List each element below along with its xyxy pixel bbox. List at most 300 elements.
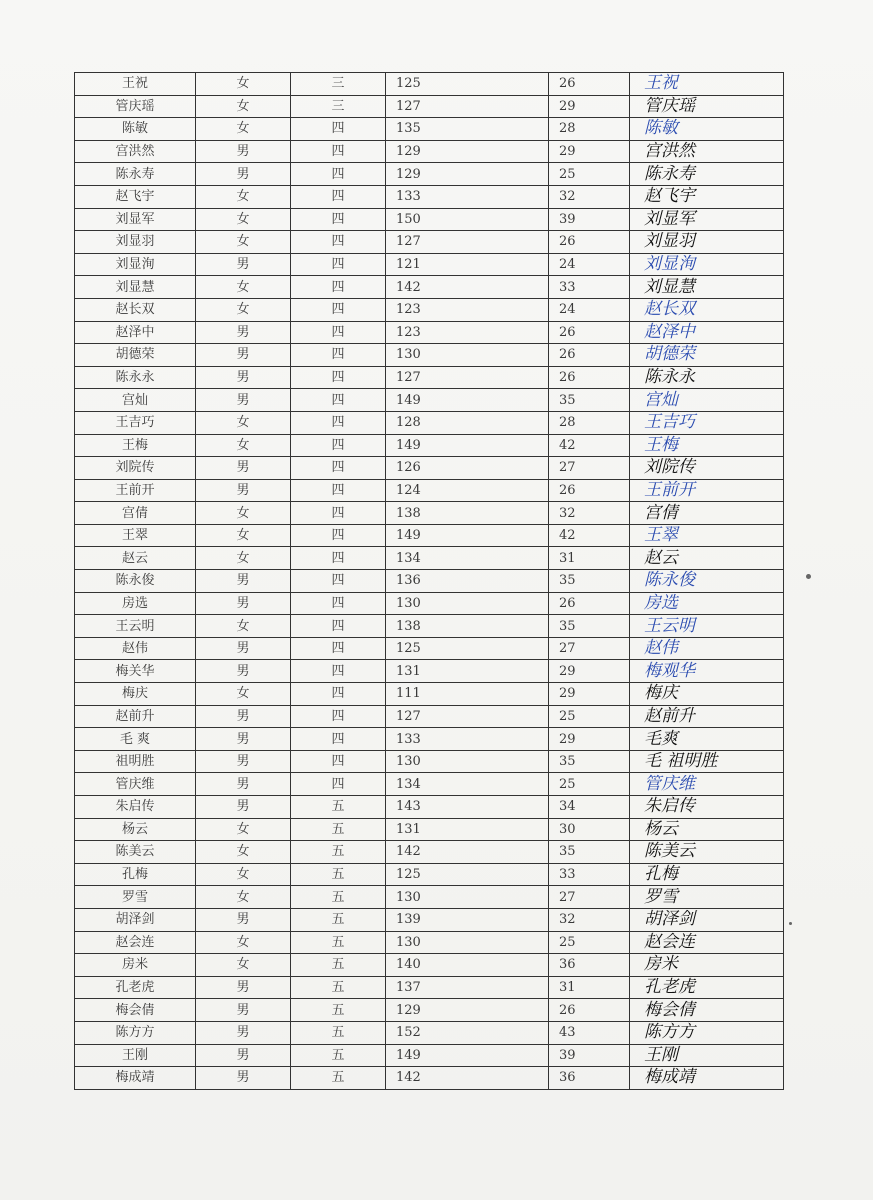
sex-cell: 女 [196,524,291,547]
handwritten-signature-cell: 刘显羽 [630,231,784,254]
student-name-cell: 祖明胜 [75,750,196,773]
sex-cell: 女 [196,208,291,231]
student-name-cell: 陈敏 [75,118,196,141]
student-name-cell: 刘显军 [75,208,196,231]
height-cell: 135 [386,118,549,141]
grade-cell: 四 [291,728,386,751]
height-cell: 131 [386,818,549,841]
handwritten-signature-cell: 赵会连 [630,931,784,954]
grade-cell: 五 [291,818,386,841]
weight-cell: 29 [549,660,630,683]
height-cell: 129 [386,163,549,186]
student-name-cell: 赵会连 [75,931,196,954]
student-name-cell: 王梅 [75,434,196,457]
table-row [75,863,784,886]
student-name-cell: 梅庆 [75,683,196,706]
grade-cell: 四 [291,321,386,344]
roster-table-body [75,73,784,1090]
grade-cell: 四 [291,615,386,638]
student-name-cell: 宫灿 [75,389,196,412]
handwritten-signature-cell: 陈方方 [630,1021,784,1044]
height-cell: 130 [386,886,549,909]
height-cell: 130 [386,931,549,954]
handwritten-signature-cell: 宫灿 [630,389,784,412]
student-name-cell: 杨云 [75,818,196,841]
handwritten-signature-cell: 宫倩 [630,502,784,525]
height-cell: 125 [386,637,549,660]
student-name-cell: 胡德荣 [75,344,196,367]
weight-cell: 36 [549,954,630,977]
grade-cell: 四 [291,457,386,480]
sex-cell: 男 [196,796,291,819]
handwritten-signature-cell: 梅会倩 [630,999,784,1022]
height-cell: 127 [386,95,549,118]
student-name-cell: 陈永寿 [75,163,196,186]
table-row [75,954,784,977]
handwritten-signature-cell: 杨云 [630,818,784,841]
student-name-cell: 王翠 [75,524,196,547]
grade-cell: 四 [291,773,386,796]
grade-cell: 四 [291,366,386,389]
handwritten-signature-cell: 管庆维 [630,773,784,796]
sex-cell: 男 [196,457,291,480]
handwritten-signature-cell: 陈永永 [630,366,784,389]
sex-cell: 女 [196,434,291,457]
weight-cell: 27 [549,457,630,480]
height-cell: 142 [386,1067,549,1090]
handwritten-signature-cell: 毛 祖明胜 [630,750,784,773]
weight-cell: 31 [549,547,630,570]
grade-cell: 四 [291,592,386,615]
height-cell: 133 [386,185,549,208]
height-cell: 150 [386,208,549,231]
table-row [75,185,784,208]
sex-cell: 女 [196,73,291,96]
weight-cell: 35 [549,841,630,864]
handwritten-signature-cell: 赵长双 [630,298,784,321]
weight-cell: 35 [549,615,630,638]
student-name-cell: 赵前升 [75,705,196,728]
handwritten-signature-cell: 王云明 [630,615,784,638]
student-name-cell: 刘显羽 [75,231,196,254]
sex-cell: 男 [196,999,291,1022]
handwritten-signature-cell: 梅成靖 [630,1067,784,1090]
table-row [75,276,784,299]
student-name-cell: 陈永俊 [75,570,196,593]
grade-cell: 四 [291,479,386,502]
height-cell: 136 [386,570,549,593]
height-cell: 130 [386,344,549,367]
handwritten-signature-cell: 赵飞宇 [630,185,784,208]
sex-cell: 女 [196,411,291,434]
handwritten-signature-cell: 王吉巧 [630,411,784,434]
handwritten-signature-cell: 王祝 [630,73,784,96]
student-name-cell: 罗雪 [75,886,196,909]
sex-cell: 男 [196,163,291,186]
grade-cell: 五 [291,796,386,819]
sex-cell: 女 [196,502,291,525]
height-cell: 125 [386,73,549,96]
table-row [75,366,784,389]
grade-cell: 三 [291,95,386,118]
grade-cell: 四 [291,683,386,706]
student-name-cell: 王祝 [75,73,196,96]
weight-cell: 25 [549,773,630,796]
table-row [75,73,784,96]
grade-cell: 四 [291,298,386,321]
weight-cell: 30 [549,818,630,841]
height-cell: 127 [386,705,549,728]
height-cell: 142 [386,841,549,864]
grade-cell: 四 [291,637,386,660]
table-row [75,841,784,864]
table-row [75,1044,784,1067]
table-row [75,1067,784,1090]
grade-cell: 四 [291,118,386,141]
weight-cell: 33 [549,276,630,299]
height-cell: 129 [386,999,549,1022]
sex-cell: 女 [196,118,291,141]
height-cell: 126 [386,457,549,480]
handwritten-signature-cell: 罗雪 [630,886,784,909]
weight-cell: 24 [549,298,630,321]
sex-cell: 女 [196,886,291,909]
sex-cell: 男 [196,1021,291,1044]
sex-cell: 女 [196,615,291,638]
grade-cell: 四 [291,434,386,457]
sex-cell: 男 [196,592,291,615]
sex-cell: 男 [196,705,291,728]
height-cell: 125 [386,863,549,886]
sex-cell: 女 [196,818,291,841]
handwritten-signature-cell: 梅观华 [630,660,784,683]
height-cell: 149 [386,434,549,457]
table-row [75,389,784,412]
handwritten-signature-cell: 刘院传 [630,457,784,480]
student-name-cell: 管庆维 [75,773,196,796]
table-row [75,140,784,163]
sex-cell: 女 [196,95,291,118]
weight-cell: 39 [549,1044,630,1067]
handwritten-signature-cell: 王翠 [630,524,784,547]
grade-cell: 五 [291,908,386,931]
height-cell: 134 [386,547,549,570]
height-cell: 123 [386,298,549,321]
grade-cell: 四 [291,660,386,683]
grade-cell: 三 [291,73,386,96]
sex-cell: 女 [196,683,291,706]
weight-cell: 26 [549,344,630,367]
table-row [75,411,784,434]
table-row [75,999,784,1022]
sex-cell: 女 [196,931,291,954]
handwritten-signature-cell: 孔梅 [630,863,784,886]
handwritten-signature-cell: 赵伟 [630,637,784,660]
handwritten-signature-cell: 陈敏 [630,118,784,141]
grade-cell: 四 [291,750,386,773]
paper-speck [789,922,792,925]
weight-cell: 35 [549,389,630,412]
handwritten-signature-cell: 房米 [630,954,784,977]
table-row [75,298,784,321]
handwritten-signature-cell: 孔老虎 [630,976,784,999]
sex-cell: 男 [196,321,291,344]
student-name-cell: 陈美云 [75,841,196,864]
weight-cell: 35 [549,750,630,773]
sex-cell: 男 [196,389,291,412]
grade-cell: 五 [291,1067,386,1090]
student-name-cell: 梅关华 [75,660,196,683]
handwritten-signature-cell: 陈永寿 [630,163,784,186]
height-cell: 128 [386,411,549,434]
grade-cell: 四 [291,547,386,570]
sex-cell: 男 [196,1067,291,1090]
height-cell: 137 [386,976,549,999]
height-cell: 138 [386,615,549,638]
handwritten-signature-cell: 刘显军 [630,208,784,231]
table-row [75,570,784,593]
sex-cell: 男 [196,773,291,796]
student-name-cell: 赵伟 [75,637,196,660]
weight-cell: 26 [549,231,630,254]
handwritten-signature-cell: 陈美云 [630,841,784,864]
weight-cell: 42 [549,434,630,457]
table-row [75,457,784,480]
handwritten-signature-cell: 胡德荣 [630,344,784,367]
height-cell: 129 [386,140,549,163]
handwritten-signature-cell: 王刚 [630,1044,784,1067]
grade-cell: 四 [291,344,386,367]
weight-cell: 28 [549,118,630,141]
student-name-cell: 陈永永 [75,366,196,389]
weight-cell: 39 [549,208,630,231]
grade-cell: 四 [291,502,386,525]
grade-cell: 五 [291,1021,386,1044]
grade-cell: 五 [291,954,386,977]
weight-cell: 26 [549,321,630,344]
grade-cell: 四 [291,208,386,231]
sex-cell: 男 [196,1044,291,1067]
weight-cell: 36 [549,1067,630,1090]
height-cell: 142 [386,276,549,299]
sex-cell: 男 [196,140,291,163]
sex-cell: 男 [196,366,291,389]
student-name-cell: 房选 [75,592,196,615]
student-name-cell: 宫倩 [75,502,196,525]
sex-cell: 男 [196,570,291,593]
weight-cell: 29 [549,95,630,118]
sex-cell: 男 [196,976,291,999]
handwritten-signature-cell: 梅庆 [630,683,784,706]
student-name-cell: 朱启传 [75,796,196,819]
handwritten-signature-cell: 刘显洵 [630,253,784,276]
weight-cell: 29 [549,728,630,751]
grade-cell: 四 [291,185,386,208]
sex-cell: 女 [196,841,291,864]
sex-cell: 男 [196,750,291,773]
table-row [75,118,784,141]
grade-cell: 四 [291,276,386,299]
grade-cell: 五 [291,886,386,909]
height-cell: 130 [386,750,549,773]
student-name-cell: 梅会倩 [75,999,196,1022]
table-row [75,434,784,457]
weight-cell: 29 [549,683,630,706]
table-row [75,1021,784,1044]
table-row [75,976,784,999]
paper-speck [806,574,811,579]
height-cell: 133 [386,728,549,751]
weight-cell: 27 [549,637,630,660]
height-cell: 140 [386,954,549,977]
sex-cell: 男 [196,479,291,502]
sex-cell: 男 [196,660,291,683]
weight-cell: 31 [549,976,630,999]
student-name-cell: 梅成靖 [75,1067,196,1090]
weight-cell: 24 [549,253,630,276]
grade-cell: 四 [291,705,386,728]
weight-cell: 43 [549,1021,630,1044]
table-row [75,231,784,254]
weight-cell: 32 [549,185,630,208]
sex-cell: 女 [196,863,291,886]
table-row [75,524,784,547]
table-row [75,344,784,367]
student-name-cell: 管庆瑶 [75,95,196,118]
student-name-cell: 孔老虎 [75,976,196,999]
table-row [75,637,784,660]
student-name-cell: 赵长双 [75,298,196,321]
weight-cell: 42 [549,524,630,547]
student-name-cell: 胡泽剑 [75,908,196,931]
grade-cell: 五 [291,863,386,886]
table-row [75,253,784,276]
sex-cell: 女 [196,954,291,977]
table-row [75,728,784,751]
handwritten-signature-cell: 朱启传 [630,796,784,819]
grade-cell: 四 [291,411,386,434]
student-name-cell: 王前开 [75,479,196,502]
grade-cell: 五 [291,999,386,1022]
table-row [75,615,784,638]
height-cell: 139 [386,908,549,931]
table-row [75,660,784,683]
height-cell: 111 [386,683,549,706]
weight-cell: 26 [549,479,630,502]
handwritten-signature-cell: 胡泽剑 [630,908,784,931]
weight-cell: 25 [549,705,630,728]
handwritten-signature-cell: 宫洪然 [630,140,784,163]
weight-cell: 26 [549,592,630,615]
handwritten-signature-cell: 赵泽中 [630,321,784,344]
height-cell: 127 [386,366,549,389]
grade-cell: 四 [291,389,386,412]
sex-cell: 男 [196,637,291,660]
grade-cell: 五 [291,841,386,864]
student-name-cell: 毛 爽 [75,728,196,751]
student-name-cell: 宫洪然 [75,140,196,163]
weight-cell: 27 [549,886,630,909]
sex-cell: 女 [196,231,291,254]
height-cell: 134 [386,773,549,796]
height-cell: 124 [386,479,549,502]
height-cell: 131 [386,660,549,683]
handwritten-signature-cell: 房选 [630,592,784,615]
table-row [75,163,784,186]
weight-cell: 34 [549,796,630,819]
weight-cell: 26 [549,366,630,389]
handwritten-signature-cell: 王梅 [630,434,784,457]
sex-cell: 女 [196,276,291,299]
table-row [75,750,784,773]
student-roster-table [74,72,784,1090]
table-row [75,502,784,525]
student-name-cell: 王刚 [75,1044,196,1067]
handwritten-signature-cell: 刘显慧 [630,276,784,299]
weight-cell: 26 [549,999,630,1022]
table-row [75,592,784,615]
student-name-cell: 刘显慧 [75,276,196,299]
table-row [75,908,784,931]
student-name-cell: 王吉巧 [75,411,196,434]
table-row [75,705,784,728]
weight-cell: 28 [549,411,630,434]
weight-cell: 26 [549,73,630,96]
student-name-cell: 王云明 [75,615,196,638]
weight-cell: 25 [549,931,630,954]
height-cell: 127 [386,231,549,254]
weight-cell: 25 [549,163,630,186]
student-name-cell: 赵飞宇 [75,185,196,208]
table-row [75,95,784,118]
student-name-cell: 赵云 [75,547,196,570]
table-row [75,931,784,954]
table-row [75,321,784,344]
student-name-cell: 房米 [75,954,196,977]
weight-cell: 33 [549,863,630,886]
handwritten-signature-cell: 陈永俊 [630,570,784,593]
weight-cell: 32 [549,908,630,931]
sex-cell: 女 [196,185,291,208]
handwritten-signature-cell: 毛爽 [630,728,784,751]
handwritten-signature-cell: 管庆瑶 [630,95,784,118]
height-cell: 149 [386,389,549,412]
handwritten-signature-cell: 赵前升 [630,705,784,728]
height-cell: 143 [386,796,549,819]
student-name-cell: 刘院传 [75,457,196,480]
table-row [75,547,784,570]
grade-cell: 四 [291,163,386,186]
table-row [75,886,784,909]
height-cell: 138 [386,502,549,525]
handwritten-signature-cell: 王前开 [630,479,784,502]
student-name-cell: 刘显洵 [75,253,196,276]
table-row [75,796,784,819]
height-cell: 152 [386,1021,549,1044]
height-cell: 149 [386,524,549,547]
sex-cell: 男 [196,344,291,367]
table-row [75,479,784,502]
table-row [75,683,784,706]
height-cell: 121 [386,253,549,276]
weight-cell: 32 [549,502,630,525]
table-row [75,818,784,841]
sex-cell: 女 [196,547,291,570]
grade-cell: 四 [291,570,386,593]
height-cell: 149 [386,1044,549,1067]
grade-cell: 四 [291,231,386,254]
weight-cell: 29 [549,140,630,163]
